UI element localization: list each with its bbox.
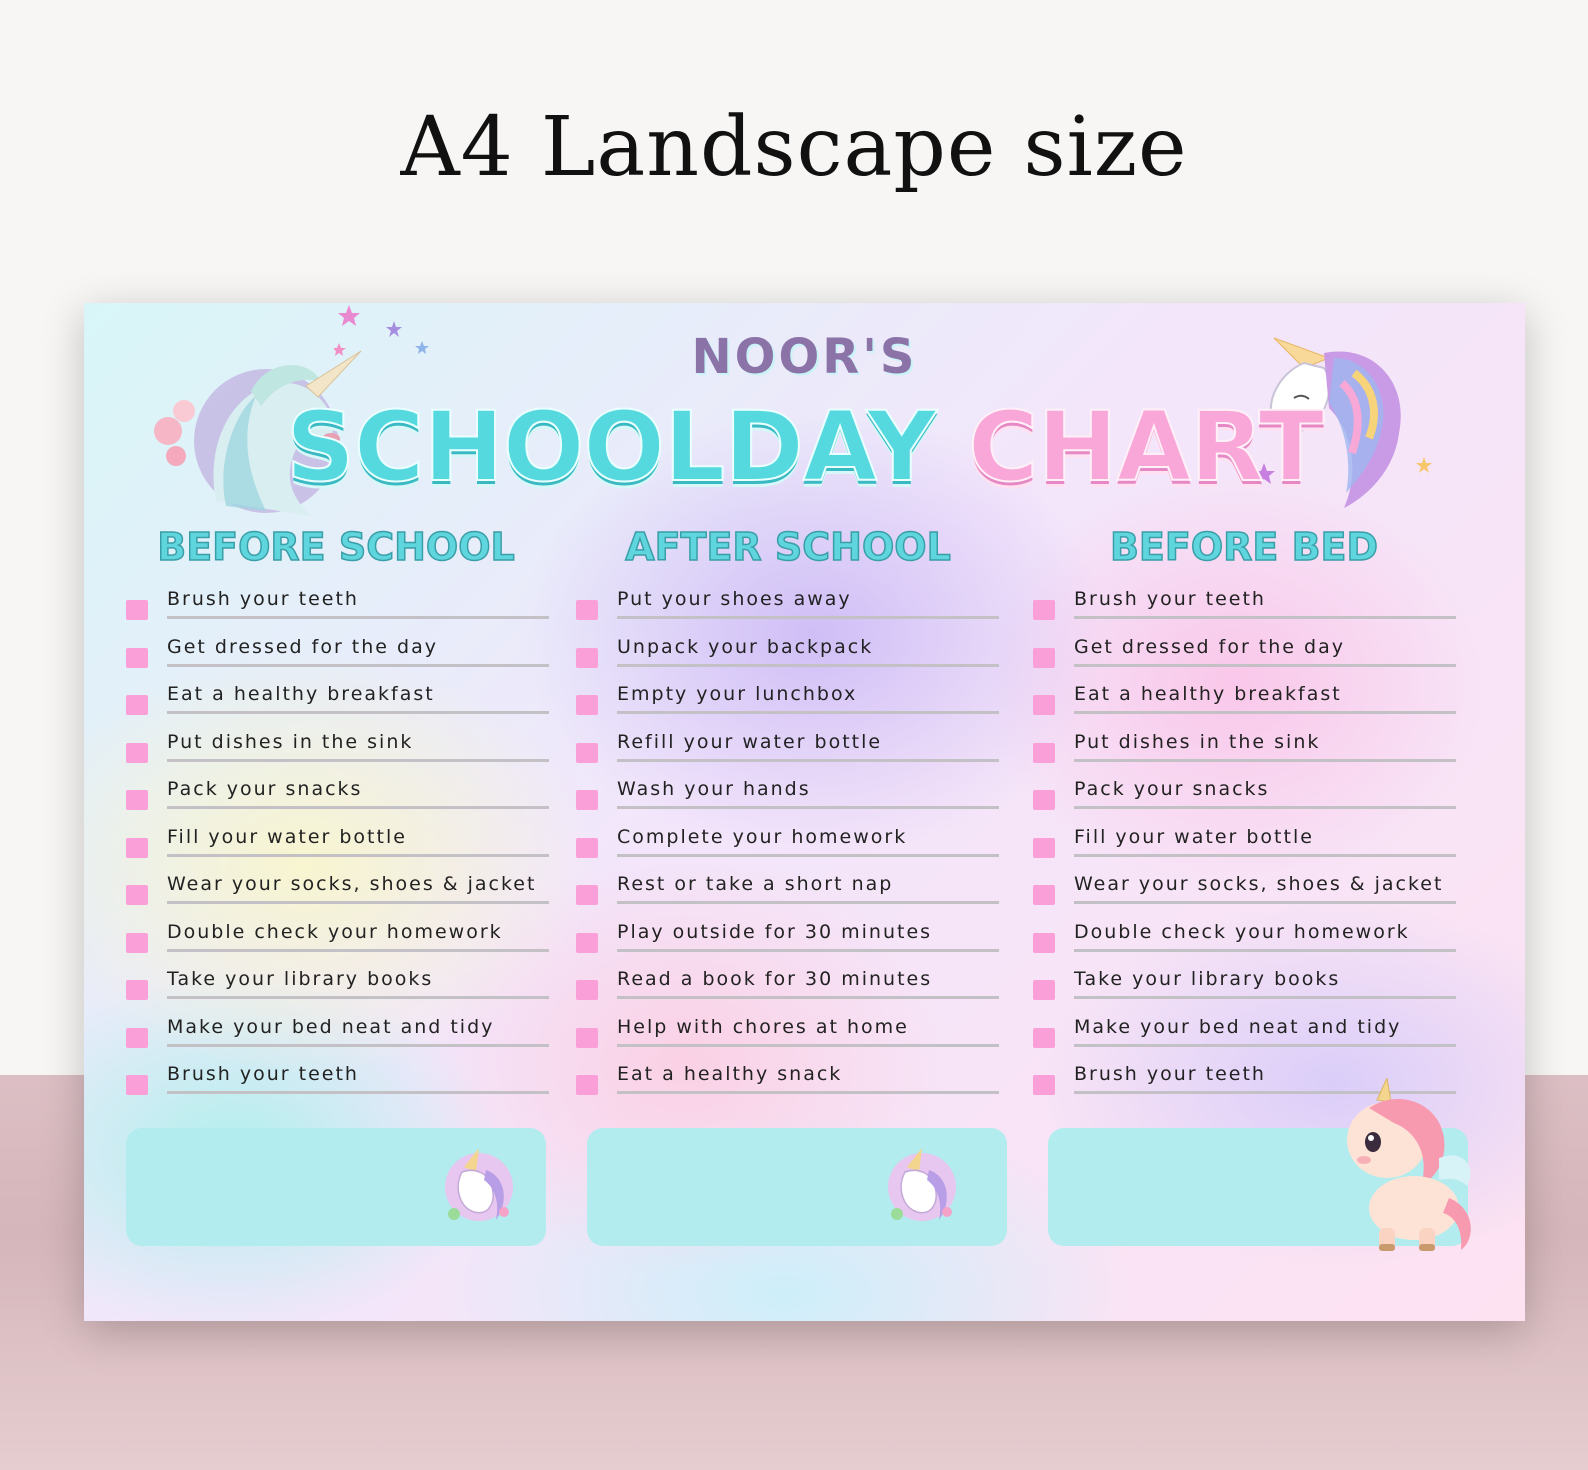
item-underline: [617, 711, 999, 714]
baby-unicorn-icon: [1339, 1078, 1479, 1258]
before-bed-item: [1033, 636, 1473, 684]
item-underline: [1074, 949, 1456, 952]
item-label: Read a book for 30 minutes: [617, 968, 933, 990]
item-underline: [167, 759, 549, 762]
item-label: Double check your homework: [1074, 920, 1410, 943]
after-school-item: [576, 588, 1016, 636]
item-label: Wash your hands: [617, 778, 811, 800]
item-label: Eat a healthy breakfast: [167, 683, 435, 705]
checkbox[interactable]: [1033, 790, 1055, 810]
before-school-item: [126, 778, 566, 826]
chart-title: [84, 391, 1525, 503]
before-bed-item: [1033, 588, 1473, 636]
before-school-item: [126, 826, 566, 874]
item-label: Brush your teeth: [1074, 1063, 1266, 1085]
before-school-item: [126, 1063, 566, 1111]
checkbox[interactable]: [576, 838, 598, 858]
checkbox[interactable]: [126, 600, 148, 620]
before-school-item: [126, 968, 566, 1016]
checkbox[interactable]: [576, 600, 598, 620]
before-bed-item: [1033, 731, 1473, 779]
checkbox[interactable]: [126, 695, 148, 715]
checkbox[interactable]: [576, 790, 598, 810]
item-label: Get dressed for the day: [1074, 635, 1345, 658]
checkbox[interactable]: [126, 648, 148, 668]
item-label: Put your shoes away: [617, 588, 852, 610]
item-label: Help with chores at home: [617, 1015, 909, 1038]
chore-chart-sheet: [84, 303, 1525, 1321]
item-label: Fill your water bottle: [167, 825, 407, 848]
checkbox[interactable]: [126, 1075, 148, 1095]
before-bed-item: [1033, 683, 1473, 731]
after-school-item: [576, 968, 1016, 1016]
before-school-item: [126, 921, 566, 969]
before-school-item: [126, 683, 566, 731]
after-school-item: [576, 921, 1016, 969]
item-label: Wear your socks, shoes & jacket: [167, 873, 537, 895]
checkbox[interactable]: [576, 885, 598, 905]
item-underline: [617, 759, 999, 762]
item-underline: [1074, 616, 1456, 619]
item-underline: [167, 711, 549, 714]
checkbox[interactable]: [1033, 600, 1055, 620]
item-label: Complete your homework: [617, 825, 908, 848]
item-underline: [167, 664, 549, 667]
item-label: Make your bed neat and tidy: [1074, 1015, 1402, 1038]
checkbox[interactable]: [576, 743, 598, 763]
heading-before-school: BEFORE SCHOOL: [157, 525, 515, 569]
item-label: Unpack your backpack: [617, 635, 874, 658]
item-underline: [167, 996, 549, 999]
checkbox[interactable]: [576, 980, 598, 1000]
checkbox[interactable]: [1033, 1075, 1055, 1095]
item-label: Put dishes in the sink: [167, 730, 414, 753]
after-school-item: [576, 826, 1016, 874]
checkbox[interactable]: [576, 933, 598, 953]
chart-owner: NOOR'S: [691, 329, 918, 385]
item-underline: [167, 1044, 549, 1047]
item-label: Brush your teeth: [167, 588, 359, 610]
item-underline: [1074, 664, 1456, 667]
item-underline: [167, 901, 549, 904]
item-label: Get dressed for the day: [167, 635, 438, 658]
checkbox[interactable]: [1033, 1028, 1055, 1048]
after-school-item: [576, 636, 1016, 684]
after-school-item: [576, 683, 1016, 731]
after-school-item: [576, 873, 1016, 921]
item-underline: [1074, 711, 1456, 714]
item-underline: [1074, 806, 1456, 809]
heading-after-school: AFTER SCHOOL: [625, 525, 951, 569]
item-label: Pack your snacks: [1074, 778, 1270, 800]
checkbox[interactable]: [126, 838, 148, 858]
note-box-after-school: [587, 1128, 1007, 1246]
before-bed-item: [1033, 1016, 1473, 1064]
before-school-list: [126, 588, 566, 1111]
checkbox[interactable]: [126, 1028, 148, 1048]
checkbox[interactable]: [576, 648, 598, 668]
checkbox[interactable]: [126, 933, 148, 953]
item-underline: [167, 1091, 549, 1094]
item-underline: [1074, 854, 1456, 857]
item-label: Take your library books: [167, 968, 434, 990]
title-word-schoolday: SCHOOLDAY: [285, 391, 936, 503]
item-underline: [167, 949, 549, 952]
after-school-item: [576, 731, 1016, 779]
item-label: Wear your socks, shoes & jacket: [1074, 873, 1444, 895]
item-underline: [617, 854, 999, 857]
before-bed-item: [1033, 873, 1473, 921]
checkbox[interactable]: [1033, 980, 1055, 1000]
item-underline: [617, 664, 999, 667]
item-label: Refill your water bottle: [617, 730, 883, 753]
before-school-item: [126, 731, 566, 779]
item-label: Brush your teeth: [1074, 588, 1266, 610]
before-school-item: [126, 873, 566, 921]
checkbox[interactable]: [126, 980, 148, 1000]
item-label: Put dishes in the sink: [1074, 730, 1321, 753]
unicorn-badge-icon: [877, 1142, 967, 1232]
item-label: Eat a healthy breakfast: [1074, 683, 1342, 705]
item-label: Empty your lunchbox: [617, 683, 858, 705]
before-school-item: [126, 636, 566, 684]
after-school-list: [576, 588, 1016, 1111]
item-underline: [1074, 901, 1456, 904]
item-label: Pack your snacks: [167, 778, 363, 800]
item-underline: [167, 854, 549, 857]
item-underline: [617, 616, 999, 619]
checkbox[interactable]: [126, 790, 148, 810]
before-bed-item: [1033, 921, 1473, 969]
checkbox[interactable]: [1033, 838, 1055, 858]
after-school-item: [576, 1063, 1016, 1111]
item-label: Fill your water bottle: [1074, 825, 1314, 848]
checkbox[interactable]: [576, 695, 598, 715]
item-underline: [1074, 1044, 1456, 1047]
checkbox[interactable]: [1033, 933, 1055, 953]
before-bed-item: [1033, 968, 1473, 1016]
item-label: Rest or take a short nap: [617, 873, 894, 895]
item-label: Make your bed neat and tidy: [167, 1015, 495, 1038]
item-underline: [617, 901, 999, 904]
item-label: Brush your teeth: [167, 1063, 359, 1085]
item-underline: [1074, 996, 1456, 999]
before-bed-item: [1033, 826, 1473, 874]
heading-before-bed: BEFORE BED: [1109, 525, 1379, 569]
note-box-before-school: [126, 1128, 546, 1246]
before-bed-item: [1033, 778, 1473, 826]
checkbox[interactable]: [576, 1028, 598, 1048]
unicorn-badge-icon: [434, 1142, 524, 1232]
before-bed-list: [1033, 588, 1473, 1111]
item-label: Play outside for 30 minutes: [617, 920, 933, 943]
item-underline: [617, 1044, 999, 1047]
checkbox[interactable]: [1033, 885, 1055, 905]
checkbox[interactable]: [126, 885, 148, 905]
item-label: Double check your homework: [167, 920, 503, 943]
after-school-item: [576, 1016, 1016, 1064]
item-underline: [167, 806, 549, 809]
item-underline: [617, 996, 999, 999]
checkbox[interactable]: [126, 743, 148, 763]
item-label: Take your library books: [1074, 968, 1341, 990]
after-school-item: [576, 778, 1016, 826]
page-caption: A4 Landscape size: [400, 100, 1188, 195]
checkbox[interactable]: [1033, 648, 1055, 668]
item-underline: [617, 949, 999, 952]
item-underline: [617, 1091, 999, 1094]
title-word-chart: CHART: [967, 391, 1324, 503]
checkbox[interactable]: [576, 1075, 598, 1095]
item-underline: [1074, 759, 1456, 762]
before-school-item: [126, 588, 566, 636]
before-school-item: [126, 1016, 566, 1064]
item-underline: [167, 616, 549, 619]
checkbox[interactable]: [1033, 743, 1055, 763]
checkbox[interactable]: [1033, 695, 1055, 715]
item-underline: [617, 806, 999, 809]
item-label: Eat a healthy snack: [617, 1063, 843, 1085]
